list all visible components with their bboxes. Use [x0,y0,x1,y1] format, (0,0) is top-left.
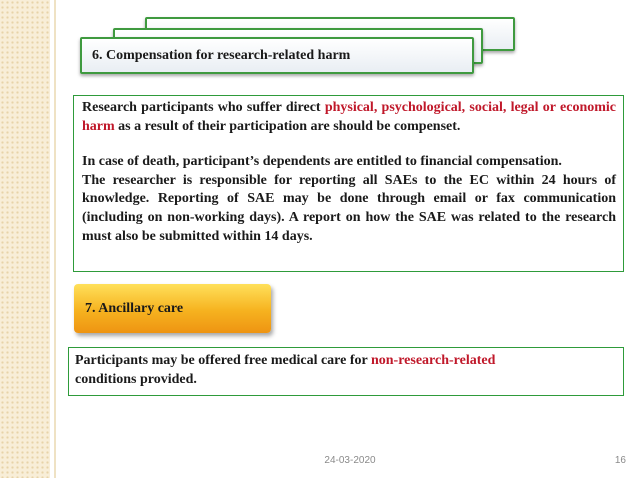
ancillary-text-end: conditions provided. [75,371,197,387]
section-6-heading: 6. Compensation for research-related harm [92,47,351,63]
compensation-text-box [73,95,624,272]
decorative-strip-line [54,0,56,478]
footer-date: 24-03-2020 [324,455,376,466]
harm-text-end: as a result of their participation are should be compenset. [114,118,461,134]
ancillary-care-paragraph [75,352,616,389]
ancillary-care-text-box [68,347,624,396]
section-7-heading: 7. Ancillary care [85,300,184,316]
paragraph-spacer [82,136,616,153]
non-research-related-highlight: non-research-related [370,353,496,368]
ancillary-text-start: Participants may be offered free medical care for [75,353,371,368]
harm-types-highlight: physical, psychological, social, legal or [324,100,556,115]
death-paragraph: In case of death, participant’s dependents are entitled to financial compensation. [82,154,562,170]
page-number: 16 [614,455,626,466]
harm-text-start: Research participants who suffer direct [82,100,325,115]
decorative-dotted-strip [0,0,50,478]
section-6-heading-card [80,37,474,74]
harm-paragraph [82,99,616,136]
sae-reporting-paragraph: The researcher is responsible for reporting all SAEs to the EC within 24 hours of knowledge. Reporting of SAE may be done through email or fax communication (including on non-working days). A report on how the SAE was related to the research must also be submitted within 14 days. [82,172,616,244]
section-7-heading-tab [74,284,271,333]
economic-harm-highlight: economic harm [82,100,616,134]
